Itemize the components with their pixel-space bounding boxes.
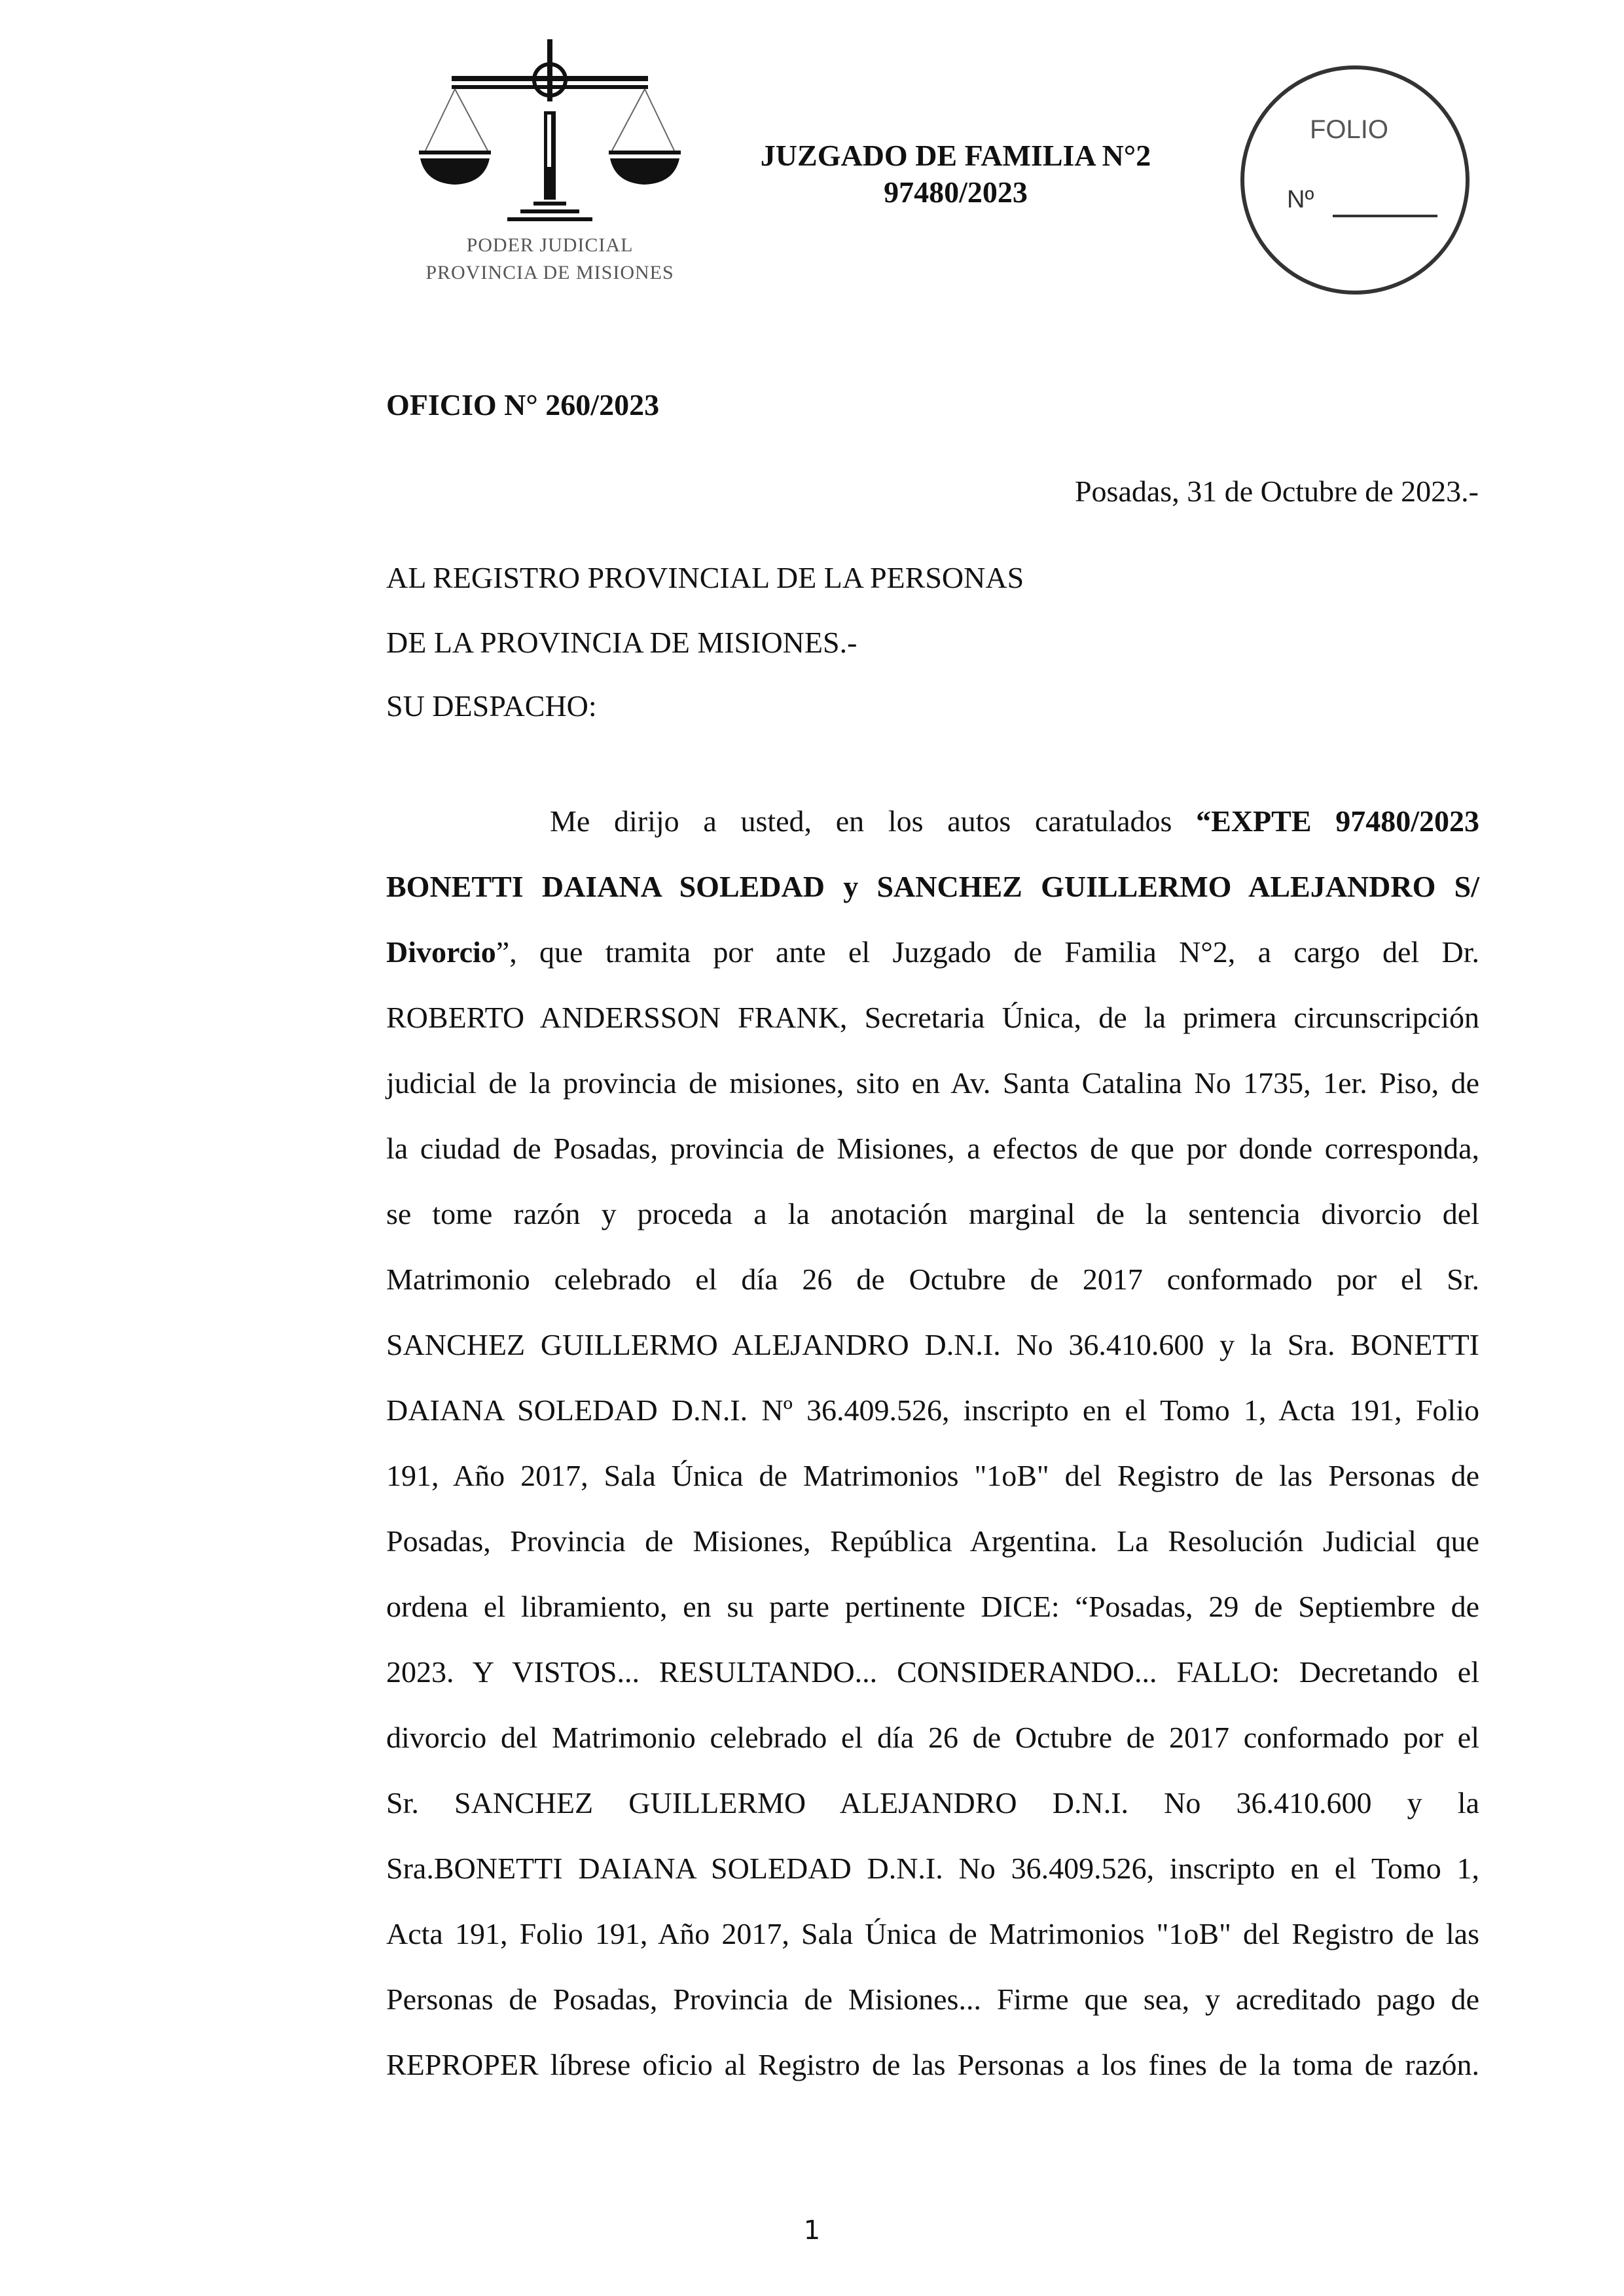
body-line: Sr. SANCHEZ GUILLERMO ALEJANDRO D.N.I. No 36.410.600 y la: [386, 1786, 1479, 1820]
body-line: la ciudad de Posadas, provincia de Misiones, a efectos de que por donde corresponda,: [386, 1132, 1479, 1165]
folio-stamp: [1240, 65, 1470, 295]
case-number: 97480/2023: [884, 175, 1028, 209]
body-line: judicial de la provincia de misiones, sito en Av. Santa Catalina No 1735, 1er. Piso, de: [386, 1066, 1479, 1100]
body-line: DAIANA SOLEDAD D.N.I. Nº 36.409.526, inscripto en el Tomo 1, Acta 191, Folio: [386, 1393, 1479, 1427]
body-line: [386, 854, 1479, 920]
body-line: Sra.BONETTI DAIANA SOLEDAD D.N.I. No 36.409.526, inscripto en el Tomo 1,: [386, 1852, 1479, 1885]
body-line: ROBERTO ANDERSSON FRANK, Secretaria Única, de la primera circunscripción: [386, 1001, 1479, 1034]
oficio-number: OFICIO N° 260/2023: [386, 388, 660, 422]
addressee-line-2: DE LA PROVINCIA DE MISIONES.-: [386, 626, 857, 659]
poder-judicial-logo: [419, 39, 681, 301]
folio-title: FOLIO: [1310, 115, 1389, 144]
body-line: Acta 191, Folio 191, Año 2017, Sala Única de Matrimonios "1oB" del Registro de las: [386, 1917, 1479, 1950]
body-line: 191, Año 2017, Sala Única de Matrimonios "1oB" del Registro de las Personas de: [386, 1459, 1479, 1492]
addressee-line-1: AL REGISTRO PROVINCIAL DE LA PERSONAS: [386, 561, 1024, 594]
folio-number-label: Nº: [1287, 186, 1314, 213]
body-line: 2023. Y VISTOS... RESULTANDO... CONSIDERANDO... FALLO: Decretando el: [386, 1655, 1479, 1689]
place-date: Posadas, 31 de Octubre de 2023.-: [1074, 475, 1479, 508]
folio-number-blank-line: [1333, 215, 1437, 217]
case-title-bold: Divorcio: [386, 935, 496, 969]
body-line: Posadas, Provincia de Misiones, República Argentina. La Resolución Judicial que: [386, 1524, 1479, 1558]
scales-of-justice-icon: [419, 39, 681, 236]
body-line: Personas de Posadas, Provincia de Misiones... Firme que sea, y acreditado pago de: [386, 1982, 1479, 2016]
court-header: [681, 137, 1231, 211]
body-line: se tome razón y proceda a la anotación marginal de la sentencia divorcio del: [386, 1197, 1479, 1230]
body-line: Divorcio”, que tramita por ante el Juzgado de Familia N°2, a cargo del Dr.: [386, 935, 1479, 969]
body-paragraph: [386, 789, 1479, 2098]
body-line: divorcio del Matrimonio celebrado el día 26 de Octubre de 2017 conformado por el: [386, 1721, 1479, 1754]
body-line: ordena el libramiento, en su parte pertinente DICE: “Posadas, 29 de Septiembre de: [386, 1590, 1479, 1623]
body-line: SANCHEZ GUILLERMO ALEJANDRO D.N.I. No 36.410.600 y la Sra. BONETTI: [386, 1328, 1479, 1361]
body-line: REPROPER líbrese oficio al Registro de las Personas a los fines de la toma de razón.: [386, 2048, 1479, 2081]
court-name: JUZGADO DE FAMILIA N°2: [760, 139, 1151, 172]
page-number: 1: [803, 2215, 821, 2246]
body-line: Matrimonio celebrado el día 26 de Octubre de 2017 conformado por el Sr.: [386, 1263, 1479, 1296]
case-title-bold: BONETTI DAIANA SOLEDAD y SANCHEZ GUILLERMO ALEJANDRO S/: [386, 870, 1479, 903]
case-title-bold: “EXPTE 97480/2023: [1196, 804, 1479, 838]
logo-caption-line2: PROVINCIA DE MISIONES: [425, 262, 674, 283]
addressee-line-3: SU DESPACHO:: [386, 689, 597, 723]
body-line: Me dirijo a usted, en los autos caratulados “EXPTE 97480/2023: [550, 804, 1479, 838]
logo-caption-line1: PODER JUDICIAL: [466, 234, 634, 256]
